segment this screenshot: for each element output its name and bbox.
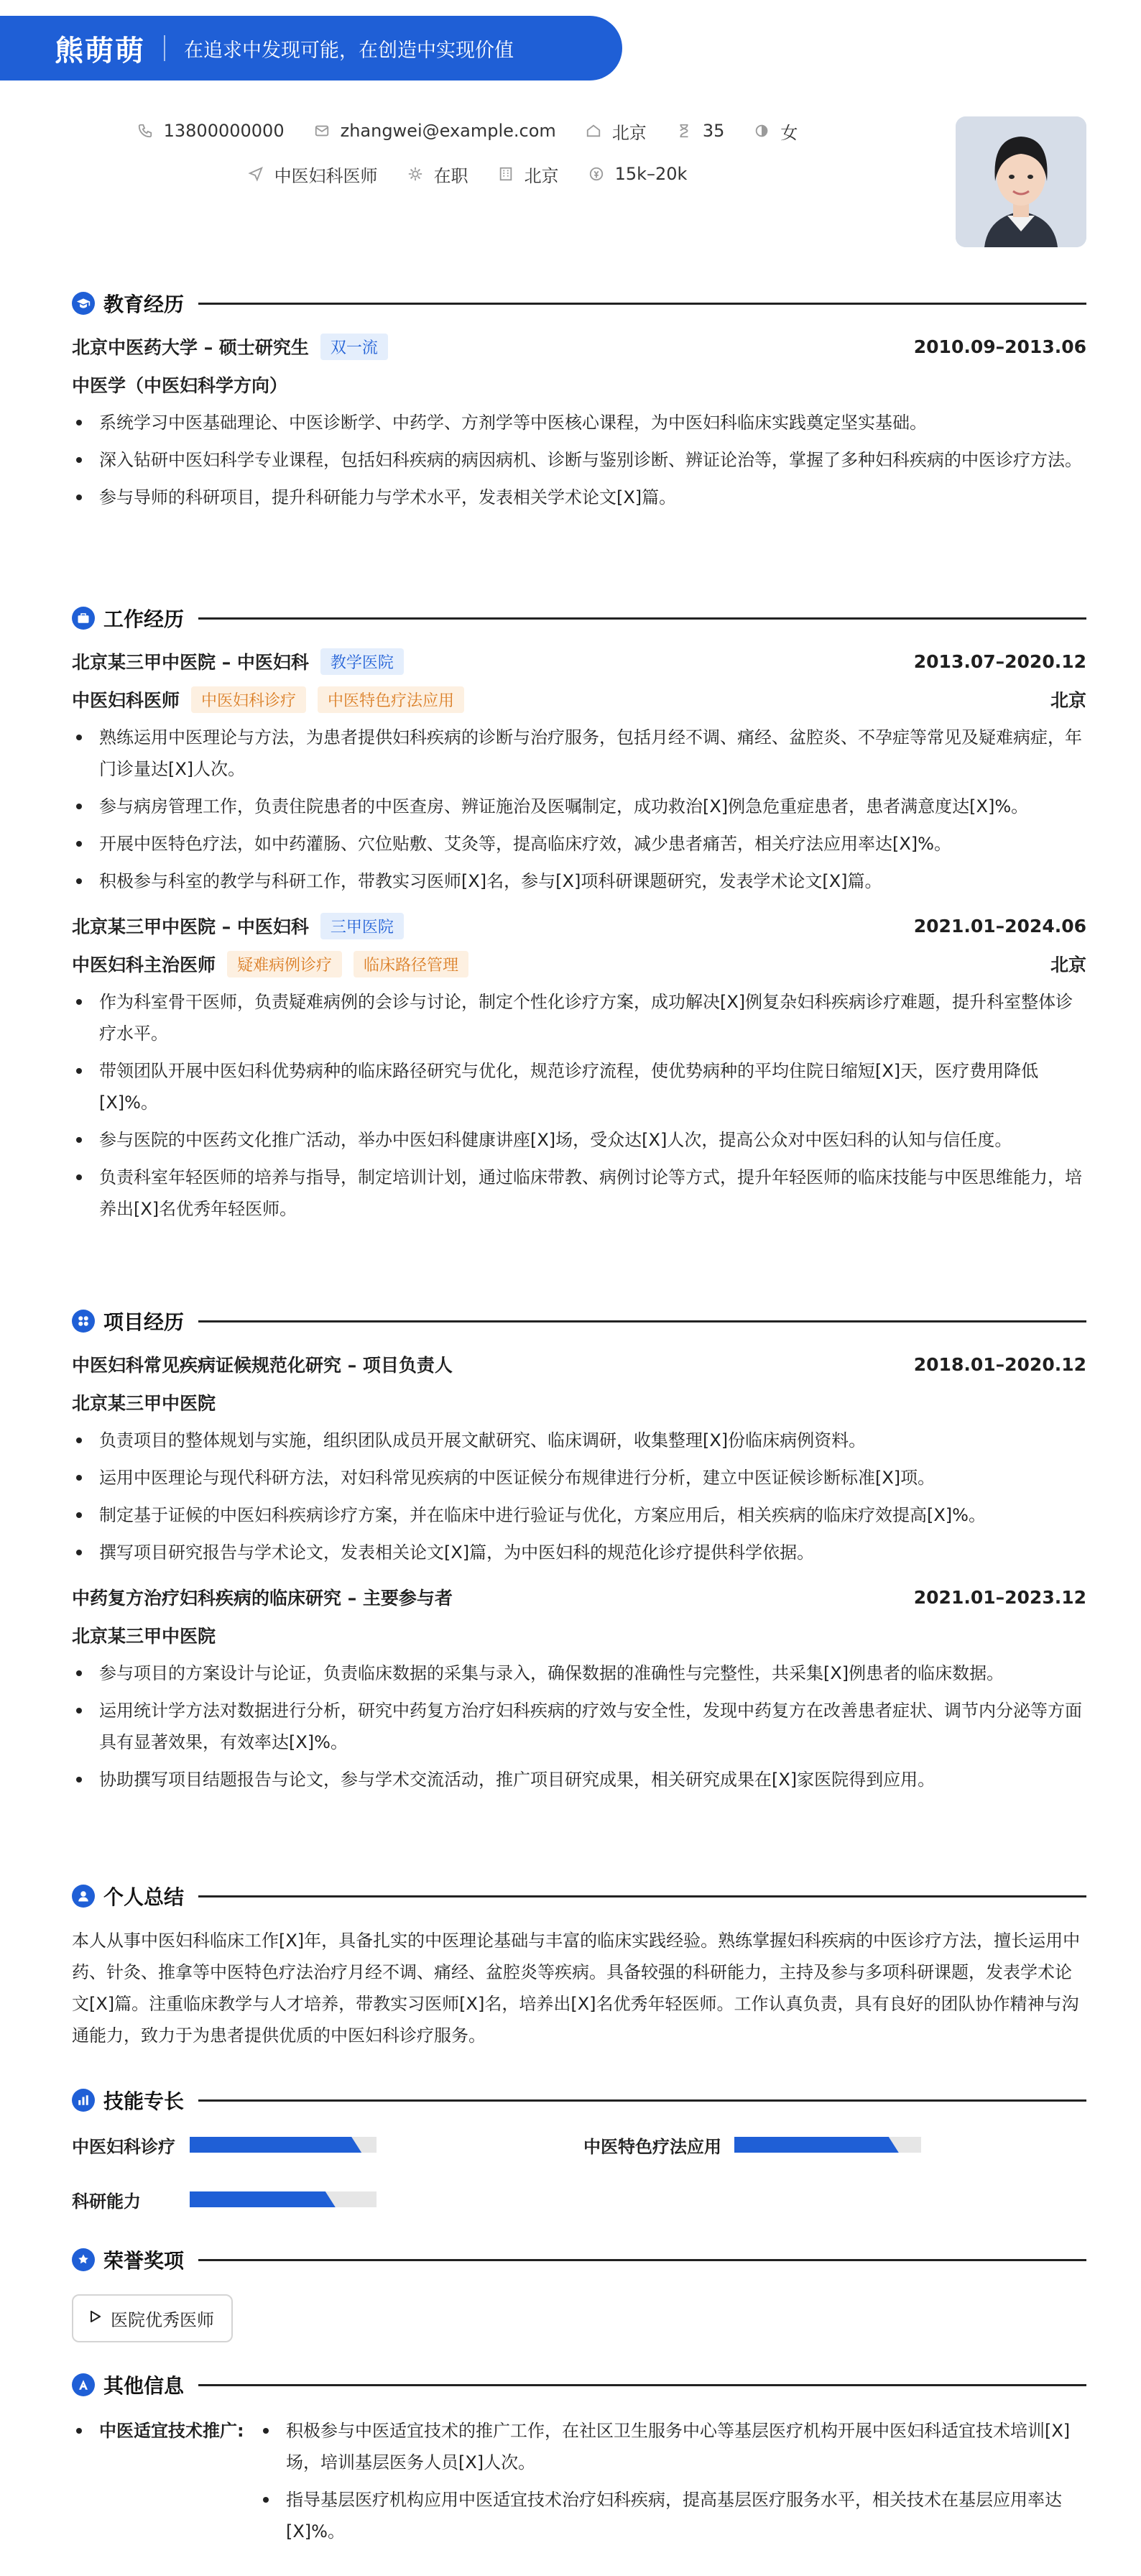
- banner-divider: [164, 35, 165, 61]
- section-title: 项目经历: [103, 1310, 185, 1334]
- job-role: 中医妇科医师: [72, 690, 180, 711]
- building-icon: [497, 165, 514, 183]
- user-icon: [72, 1885, 95, 1908]
- header-banner: [0, 16, 622, 80]
- skill-fill: [734, 2137, 899, 2153]
- list-item: 参与病房管理工作，负责住院患者的中医查房、辨证施治及医嘱制定，成功救治[X]例急危重症患者，患者满意度达[X]%。: [72, 791, 1086, 822]
- job-tag: 教学医院: [320, 648, 404, 675]
- section-title: 个人总结: [103, 1885, 185, 1909]
- job-org: 北京某三甲中医院 – 中医妇科: [72, 652, 309, 673]
- skill-fill: [190, 2191, 336, 2207]
- skill-tag: 疑难病例诊疗: [227, 951, 342, 978]
- status-item: [407, 162, 468, 187]
- skill-bar: [190, 2137, 377, 2153]
- hourglass-icon: [675, 122, 693, 139]
- education-date: 2010.09–2013.06: [913, 336, 1086, 357]
- position-text: 中医妇科医师: [274, 165, 378, 186]
- work-section: [72, 602, 1086, 1230]
- info-letter-icon: [72, 2373, 95, 2396]
- section-divider: [198, 2259, 1086, 2261]
- other-info-entry: [72, 2415, 1086, 2553]
- project-org: 北京某三甲中医院: [72, 1393, 216, 1414]
- job-location: 北京: [1050, 690, 1086, 711]
- section-divider: [198, 2099, 1086, 2102]
- job-role: 中医妇科主治医师: [72, 954, 216, 975]
- section-divider: [198, 1895, 1086, 1898]
- award-name: 医院优秀医师: [111, 2310, 214, 2330]
- candidate-motto: 在追求中发现可能，在创造中实现价值: [184, 39, 514, 62]
- list-item: 撰写项目研究报告与学术论文，发表相关论文[X]篇，为中医妇科的规范化诊疗提供科学依据。: [72, 1537, 1086, 1568]
- mail-icon: [313, 122, 331, 139]
- list-item: 系统学习中医基础理论、中医诊断学、中药学、方剂学等中医核心课程，为中医妇科临床实践奠定坚实基础。: [72, 407, 1086, 438]
- list-item: 熟练运用中医理论与方法，为患者提供妇科疾病的诊断与治疗服务，包括月经不调、痛经、盆腔炎、不孕症等常见及疑难病症，年门诊量达[X]人次。: [72, 722, 1086, 785]
- grid-icon: [72, 1310, 95, 1333]
- section-title: 其他信息: [103, 2374, 185, 2398]
- list-item: 深入钻研中医妇科学专业课程，包括妇科疾病的病因病机、诊断与鉴别诊断、辨证论治等，掌握了多种妇科疾病的中医诊疗方法。: [72, 444, 1086, 476]
- location-text: 北京: [611, 122, 647, 143]
- phone-text: 13800000000: [163, 121, 285, 141]
- skill-item: [72, 2185, 377, 2214]
- age-text: 35: [702, 121, 725, 141]
- project-name: 中药复方治疗妇科疾病的临床研究 – 主要参与者: [72, 1588, 453, 1609]
- candidate-name: 熊萌萌: [55, 34, 145, 68]
- summary-section: [72, 1880, 1086, 2051]
- section-title: 技能专长: [103, 2089, 185, 2113]
- city-text: 北京: [524, 165, 559, 186]
- list-item: 积极参与中医适宜技术的推广工作，在社区卫生服务中心等基层医疗机构开展中医妇科适宜技术培训[X]场，培训基层医务人员[X]人次。: [259, 2415, 1086, 2478]
- job-tag: 三甲医院: [320, 913, 404, 939]
- coin-icon: [588, 165, 605, 183]
- home-icon: [585, 122, 602, 139]
- profile-photo: [956, 116, 1086, 247]
- skill-tag: 中医妇科诊疗: [191, 686, 306, 713]
- section-divider: [198, 303, 1086, 305]
- list-item: 积极参与科室的教学与科研工作，带教实习医师[X]名，参与[X]项科研课题研究，发表学术论文[X]篇。: [72, 865, 1086, 897]
- list-item: 参与项目的方案设计与论证，负责临床数据的采集与录入，确保数据的准确性与完整性，共采集[X]例患者的临床数据。: [72, 1657, 1086, 1689]
- school-tag: 双一流: [320, 334, 388, 360]
- list-item: 参与导师的科研项目，提升科研能力与学术水平，发表相关学术论文[X]篇。: [72, 482, 1086, 513]
- skill-item: [72, 2130, 377, 2159]
- list-item: 参与医院的中医药文化推广活动，举办中医妇科健康讲座[X]场，受众达[X]人次，提高公众对中医妇科的认知与信任度。: [72, 1124, 1086, 1156]
- section-divider: [198, 1320, 1086, 1322]
- position-item: [247, 162, 378, 187]
- skills-list: [72, 2130, 1086, 2238]
- skill-name: 中医特色疗法应用: [583, 2136, 721, 2157]
- graduation-cap-icon: [72, 292, 95, 315]
- salary-text: 15k–20k: [614, 164, 688, 184]
- list-item: 开展中医特色疗法，如中药灌肠、穴位贴敷、艾灸等，提高临床疗效，减少患者痛苦，相关疗法应用率达[X]%。: [72, 828, 1086, 860]
- phone-item: [137, 121, 285, 141]
- project-org: 北京某三甲中医院: [72, 1626, 216, 1647]
- job-org: 北京某三甲中医院 – 中医妇科: [72, 916, 309, 937]
- age-item: [675, 121, 725, 141]
- list-item: 负责项目的整体规划与实施，组织团队成员开展文献研究、临床调研，收集整理[X]份临床病例资料。: [72, 1425, 1086, 1456]
- contact-info: [0, 109, 934, 196]
- section-title: 工作经历: [103, 607, 185, 631]
- skill-bar: [734, 2137, 921, 2153]
- list-item: 带领团队开展中医妇科优势病种的临床路径研究与优化，规范诊疗流程，使优势病种的平均住院日缩短[X]天，医疗费用降低[X]%。: [72, 1055, 1086, 1118]
- phone-icon: [137, 122, 154, 139]
- summary-text: 本人从事中医妇科临床工作[X]年，具备扎实的中医理论基础与丰富的临床实践经验。熟练掌握妇科疾病的中医诊疗方法，擅长运用中药、针灸、推拿等中医特色疗法治疗月经不调、痛经、盆腔炎等疾病。具备较强的科研能力，主持及参与多项科研课题，发表学术论文[X]篇。注重临床教学与人才培养，带教实习医师[X]名，培养出[X]名优秀年轻医师。工作认真负责，具有良好的团队协作精神与沟通能力，致力于为患者提供优质的中医妇科诊疗服务。: [72, 1931, 1081, 2046]
- send-icon: [247, 165, 264, 183]
- status-text: 在职: [433, 165, 468, 186]
- projects-section: [72, 1305, 1086, 1801]
- salary-item: [588, 164, 688, 184]
- bar-chart-icon: [72, 2089, 95, 2112]
- list-item: 负责科室年轻医师的培养与指导，制定培训计划，通过临床带教、病例讨论等方式，提升年轻医师的临床技能与中医思维能力，培养出[X]名优秀年轻医师。: [72, 1162, 1086, 1225]
- medal-icon: [72, 2248, 95, 2271]
- awards-section: [72, 2244, 1086, 2342]
- project-date: 2021.01–2023.12: [913, 1586, 1086, 1608]
- email-text: zhangwei@example.com: [340, 121, 556, 141]
- other-section: [72, 2369, 1086, 2553]
- skill-bar: [190, 2191, 377, 2207]
- section-divider: [198, 2384, 1086, 2386]
- job-date: 2013.07–2020.12: [913, 650, 1086, 672]
- skills-section: [72, 2084, 1086, 2238]
- city-item: [497, 162, 559, 187]
- other-label: 中医适宜技术推广:: [72, 2415, 259, 2553]
- skill-tag: 临床路径管理: [354, 951, 468, 978]
- list-item: 运用统计学方法对数据进行分析，研究中药复方治疗妇科疾病的疗效与安全性，发现中药复方在改善患者症状、调节内分泌等方面具有显著效果，有效率达[X]%。: [72, 1695, 1086, 1758]
- gender-item: [753, 119, 798, 144]
- list-item: 协助撰写项目结题报告与论文，参与学术交流活动，推广项目研究成果，相关研究成果在[X]家医院得到应用。: [72, 1764, 1086, 1795]
- school-name: 北京中医药大学 – 硕士研究生: [72, 337, 309, 358]
- email-item: [313, 121, 556, 141]
- education-section: [72, 288, 1086, 519]
- list-item: 作为科室骨干医师，负责疑难病例的会诊与讨论，制定个性化诊疗方案，成功解决[X]例复杂妇科疾病诊疗难题，提升科室整体诊疗水平。: [72, 986, 1086, 1049]
- gender-icon: [753, 122, 770, 139]
- play-icon: [91, 2311, 101, 2326]
- location-item: [585, 119, 647, 144]
- gear-icon: [407, 165, 424, 183]
- job-location: 北京: [1050, 954, 1086, 975]
- section-title: 教育经历: [103, 293, 185, 316]
- section-divider: [198, 617, 1086, 620]
- skill-item: [583, 2130, 921, 2159]
- section-title: 荣誉奖项: [103, 2249, 185, 2273]
- skill-name: 中医妇科诊疗: [72, 2136, 175, 2157]
- list-item: 运用中医理论与现代科研方法，对妇科常见疾病的中医证候分布规律进行分析，建立中医证候诊断标准[X]项。: [72, 1462, 1086, 1494]
- skill-tag: 中医特色疗法应用: [318, 686, 464, 713]
- list-item: 指导基层医疗机构应用中医适宜技术治疗妇科疾病，提高基层医疗服务水平，相关技术在基层应用率达[X]%。: [259, 2484, 1086, 2547]
- list-item: 制定基于证候的中医妇科疾病诊疗方案，并在临床中进行验证与优化，方案应用后，相关疾病的临床疗效提高[X]%。: [72, 1499, 1086, 1531]
- briefcase-icon: [72, 607, 95, 630]
- major: 中医学（中医妇科学方向）: [72, 375, 288, 396]
- project-name: 中医妇科常见疾病证候规范化研究 – 项目负责人: [72, 1355, 453, 1376]
- award-badge: [72, 2294, 233, 2342]
- skill-name: 科研能力: [72, 2191, 141, 2212]
- project-date: 2018.01–2020.12: [913, 1353, 1086, 1375]
- skill-fill: [190, 2137, 361, 2153]
- job-date: 2021.01–2024.06: [913, 915, 1086, 937]
- gender-text: 女: [780, 122, 798, 143]
